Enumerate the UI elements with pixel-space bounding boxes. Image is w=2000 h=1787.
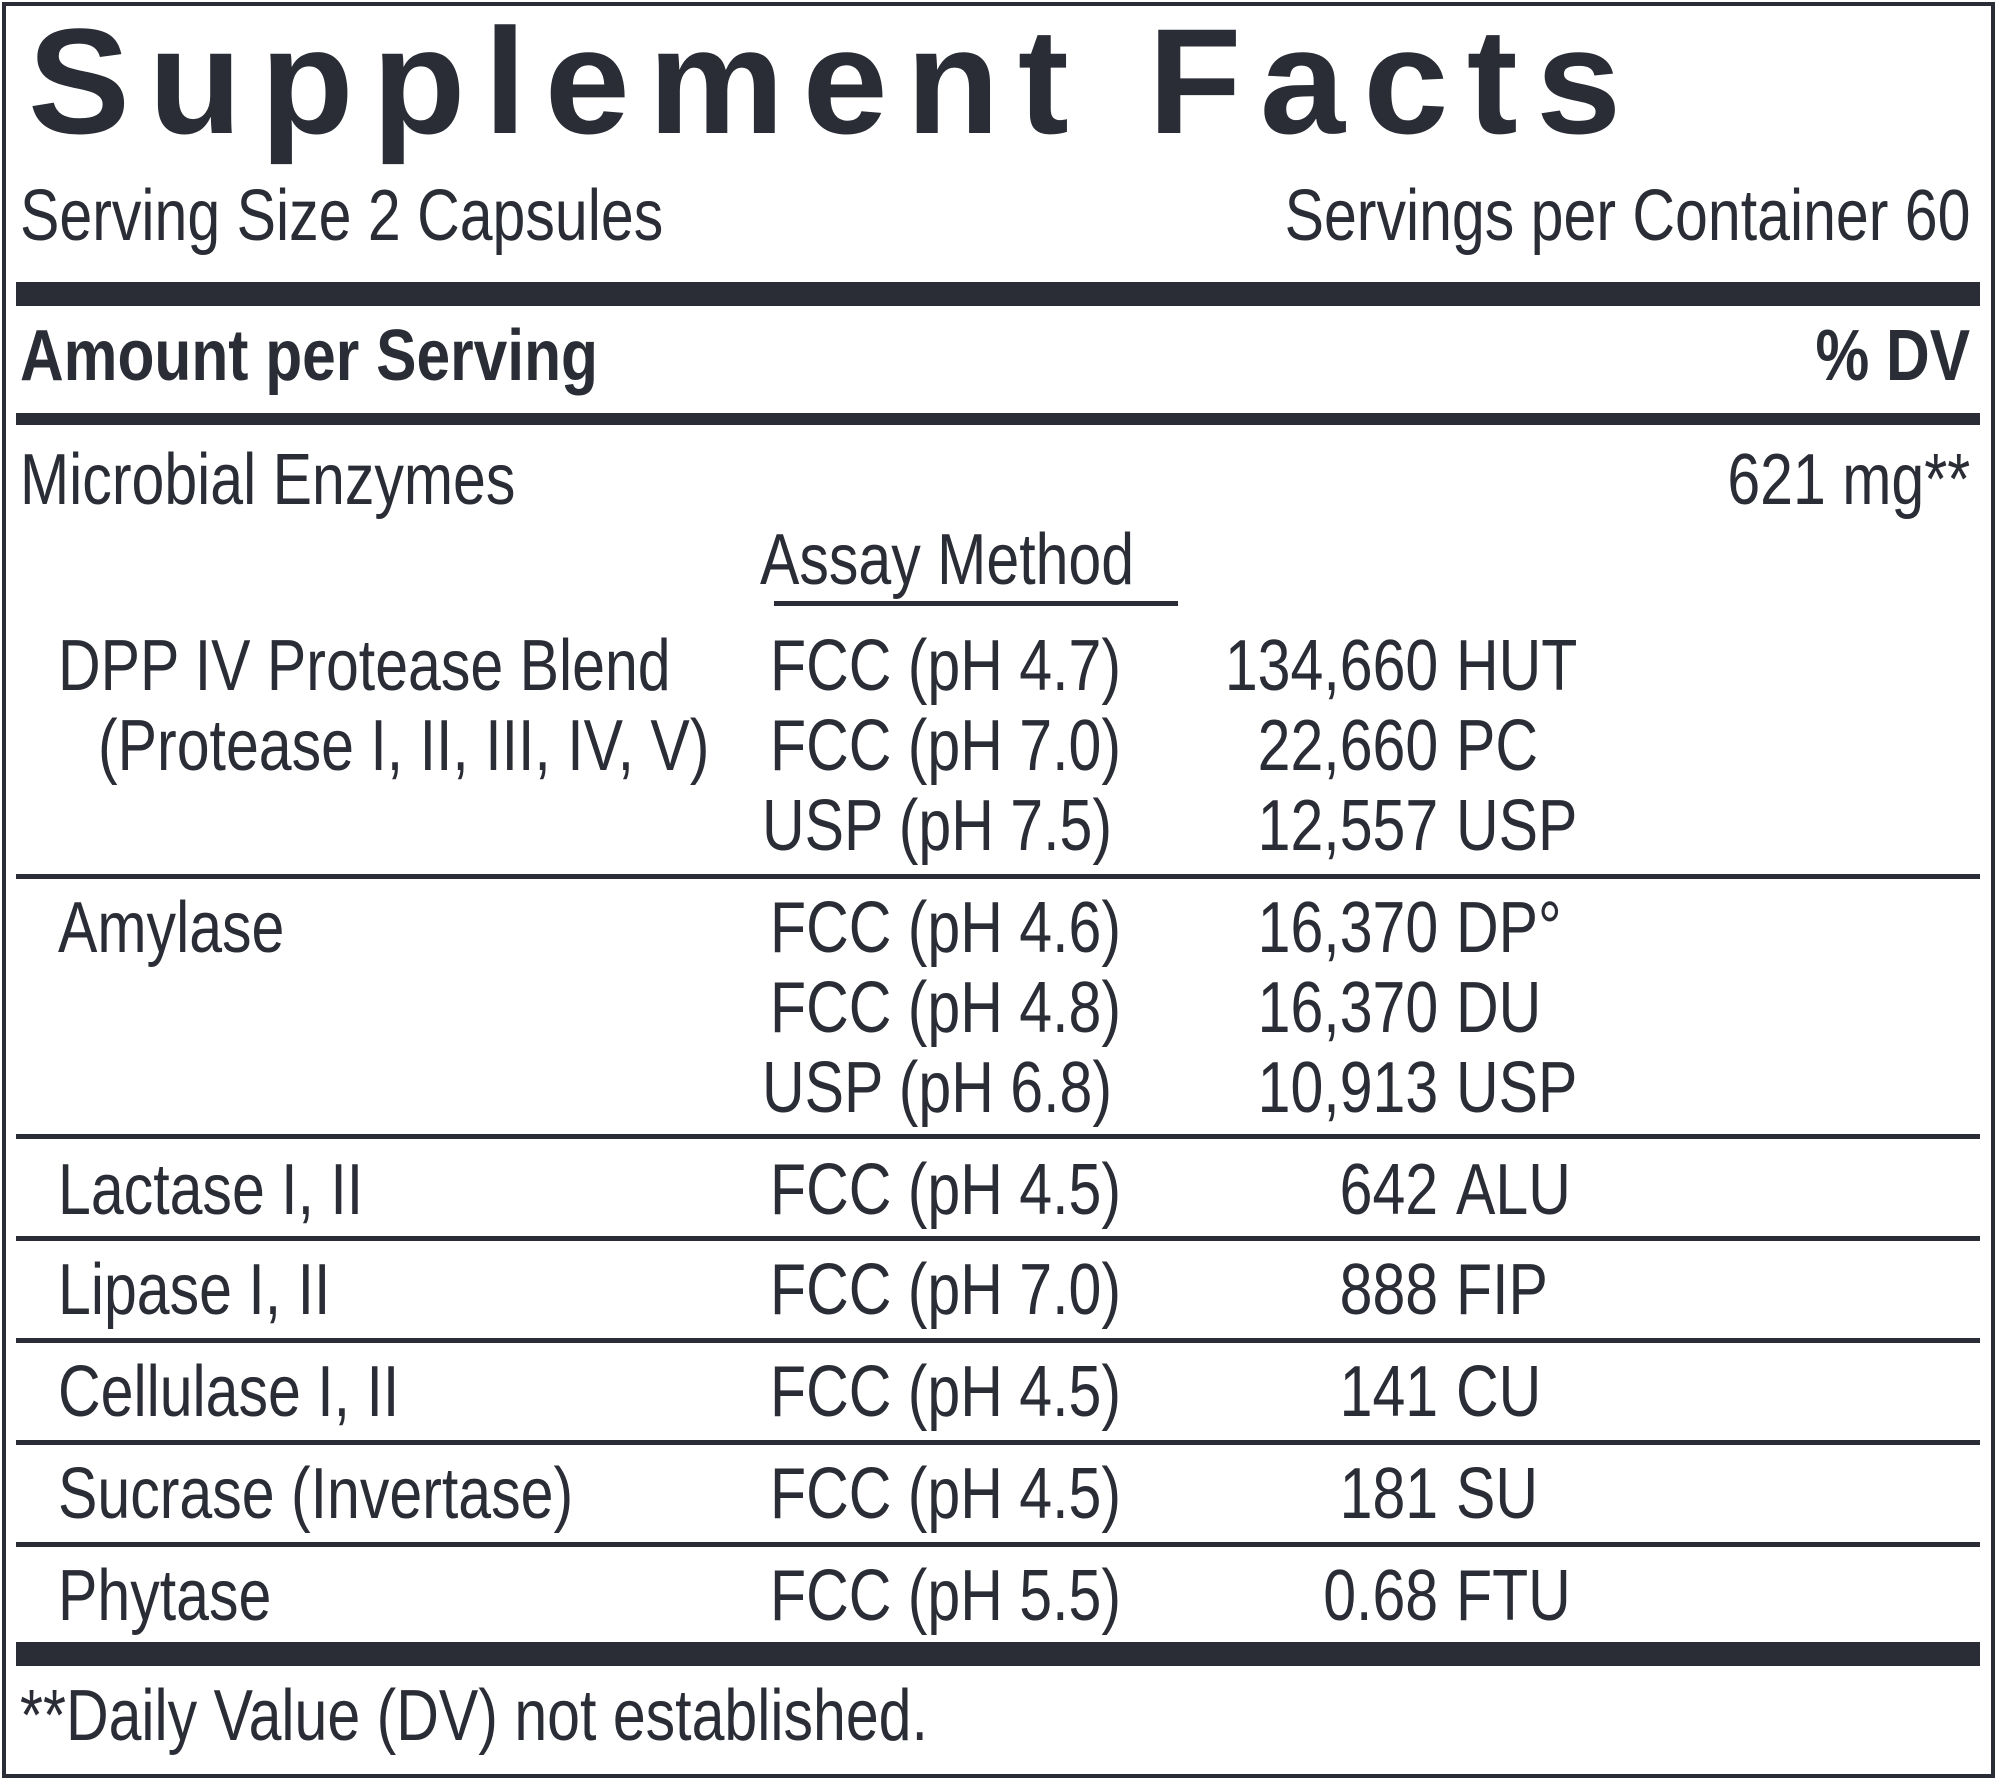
assay-value: 0.68 bbox=[1323, 1556, 1438, 1636]
row-divider bbox=[16, 1440, 1980, 1445]
assay-method: FCC (pH 4.6) bbox=[770, 888, 1122, 968]
assay-method: FCC (pH 4.7) bbox=[770, 626, 1122, 706]
row-divider bbox=[16, 1542, 1980, 1547]
ingredient-subname: (Protease I, II, III, IV, V) bbox=[98, 706, 710, 786]
ingredient-name: Lipase I, II bbox=[58, 1250, 331, 1330]
ingredient-name: Amylase bbox=[58, 888, 285, 968]
row-divider bbox=[16, 1134, 1980, 1139]
assay-unit: HUT bbox=[1456, 626, 1578, 706]
assay-value: 141 bbox=[1339, 1352, 1438, 1432]
ingredient-name: Lactase I, II bbox=[58, 1150, 364, 1230]
ingredient-name: Cellulase I, II bbox=[58, 1352, 400, 1432]
assay-value: 181 bbox=[1339, 1454, 1438, 1534]
row-divider bbox=[16, 1236, 1980, 1241]
ingredient-name: DPP IV Protease Blend bbox=[58, 626, 671, 706]
assay-method: FCC (pH 4.5) bbox=[770, 1150, 1122, 1230]
assay-value: 12,557 bbox=[1257, 786, 1438, 866]
ingredient-name: Sucrase (Invertase) bbox=[58, 1454, 574, 1534]
assay-unit: CU bbox=[1456, 1352, 1542, 1432]
assay-method: FCC (pH 4.8) bbox=[770, 968, 1122, 1048]
assay-value: 16,370 bbox=[1257, 888, 1438, 968]
dv-label: % DV bbox=[1815, 316, 1970, 396]
assay-value: 134,660 bbox=[1224, 626, 1438, 706]
assay-unit: FTU bbox=[1456, 1556, 1571, 1636]
assay-unit: PC bbox=[1456, 706, 1539, 786]
footnote: **Daily Value (DV) not established. bbox=[20, 1676, 928, 1756]
assay-unit: FIP bbox=[1456, 1250, 1548, 1330]
servings-per-container: Servings per Container 60 bbox=[1284, 176, 1970, 256]
assay-value: 16,370 bbox=[1257, 968, 1438, 1048]
group-name: Microbial Enzymes bbox=[20, 440, 516, 520]
assay-value: 888 bbox=[1339, 1250, 1438, 1330]
thick-divider-bottom bbox=[16, 1642, 1980, 1666]
assay-unit: ALU bbox=[1456, 1150, 1571, 1230]
row-divider bbox=[16, 1338, 1980, 1343]
assay-unit: USP bbox=[1456, 1048, 1578, 1128]
assay-method: FCC (pH 7.0) bbox=[770, 706, 1122, 786]
assay-method: USP (pH 7.5) bbox=[762, 786, 1113, 866]
group-amount: 621 mg** bbox=[1727, 440, 1970, 520]
ingredient-name: Phytase bbox=[58, 1556, 272, 1636]
assay-method-underline bbox=[774, 601, 1178, 606]
assay-value: 642 bbox=[1339, 1150, 1438, 1230]
assay-unit: DP° bbox=[1456, 888, 1562, 968]
amount-per-serving-label: Amount per Serving bbox=[20, 316, 598, 396]
row-divider bbox=[16, 874, 1980, 879]
assay-unit: USP bbox=[1456, 786, 1578, 866]
assay-method: FCC (pH 4.5) bbox=[770, 1454, 1122, 1534]
assay-unit: SU bbox=[1456, 1454, 1539, 1534]
assay-method: FCC (pH 4.5) bbox=[770, 1352, 1122, 1432]
assay-unit: DU bbox=[1456, 968, 1542, 1048]
assay-value: 22,660 bbox=[1257, 706, 1438, 786]
assay-method: FCC (pH 5.5) bbox=[770, 1556, 1122, 1636]
assay-method: USP (pH 6.8) bbox=[762, 1048, 1113, 1128]
panel-title: Supplement Facts bbox=[28, 0, 1640, 165]
assay-value: 10,913 bbox=[1257, 1048, 1438, 1128]
thick-divider bbox=[16, 282, 1980, 306]
medium-divider bbox=[16, 413, 1980, 425]
assay-method: FCC (pH 7.0) bbox=[770, 1250, 1122, 1330]
assay-method-header: Assay Method bbox=[760, 520, 1135, 600]
serving-size: Serving Size 2 Capsules bbox=[20, 176, 664, 256]
